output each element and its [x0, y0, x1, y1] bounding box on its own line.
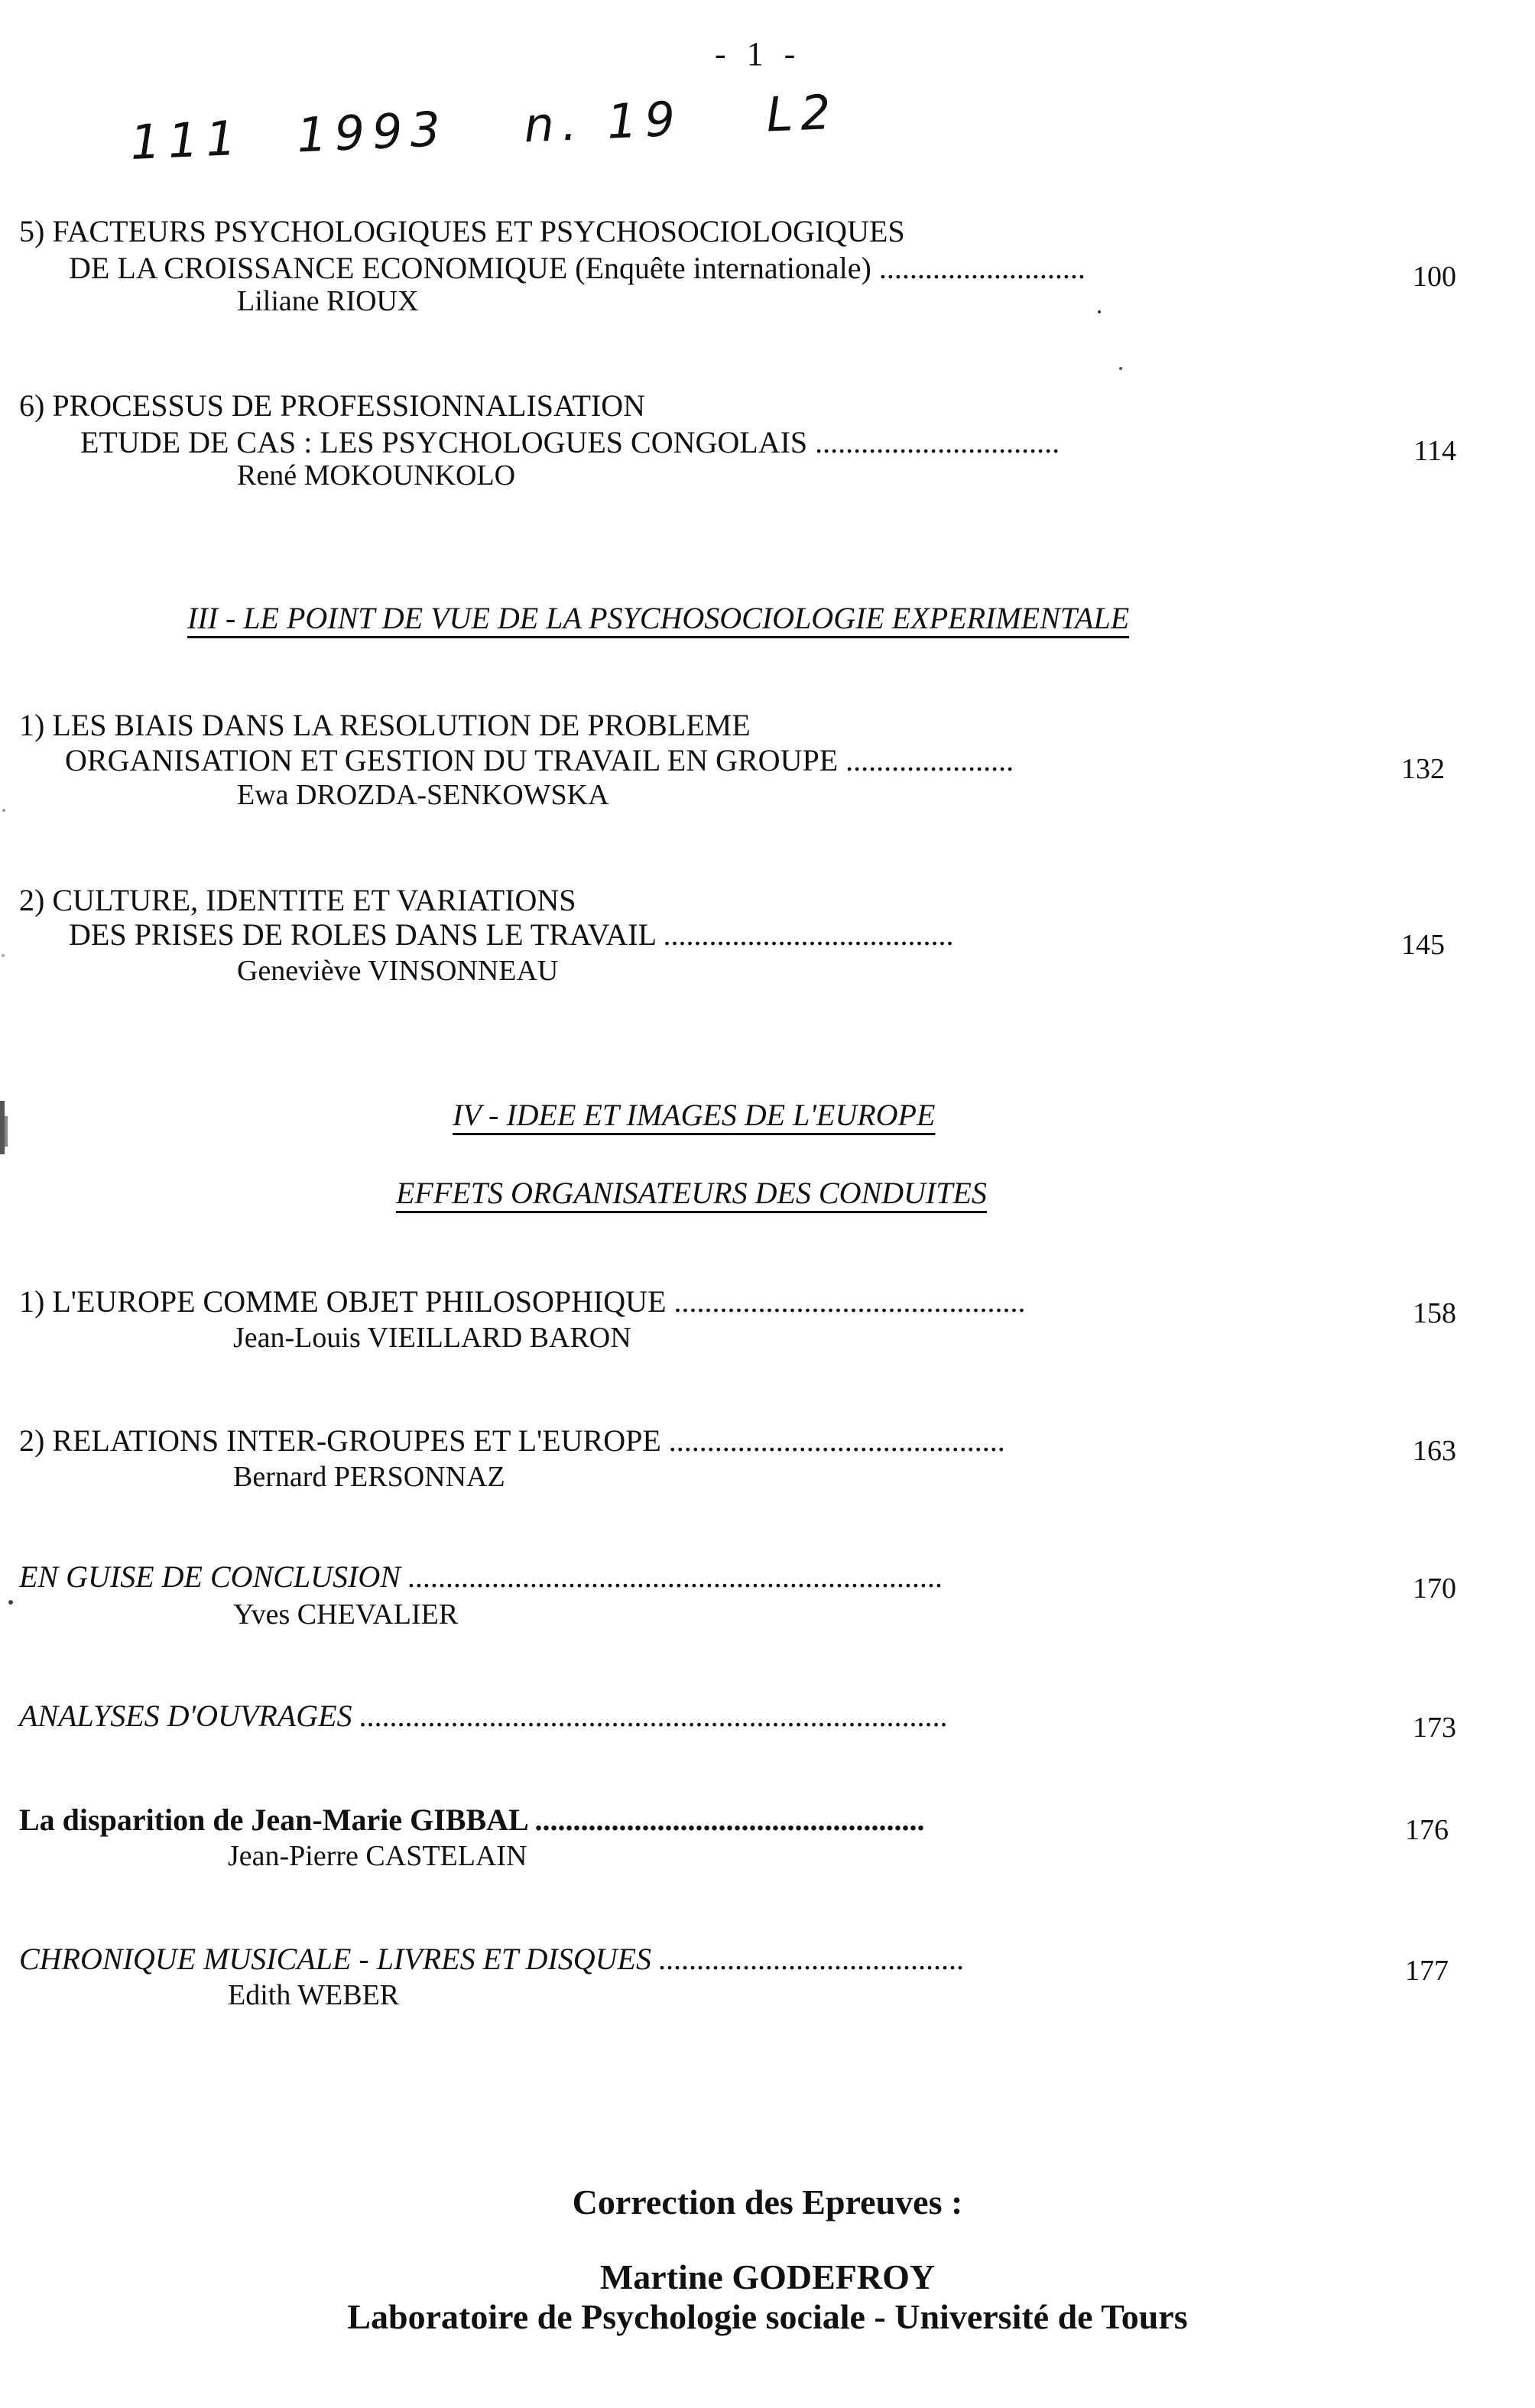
toc-entry-title: EN GUISE DE CONCLUSION ...................................................................... — [19, 1559, 943, 1594]
toc-entry-title: ETUDE DE CAS : LES PSYCHOLOGUES CONGOLAIS ................................ — [80, 425, 1060, 459]
toc-entry-title: 6) PROCESSUS DE PROFESSIONNALISATION — [19, 388, 646, 423]
section-heading: III - LE POINT DE VUE DE LA PSYCHOSOCIOLOGIE EXPERIMENTALE — [187, 601, 1130, 635]
toc-entry-title: La disparition de Jean-Marie GIBBAL ................................................... — [19, 1803, 925, 1837]
page-number: - 1 - — [715, 35, 802, 73]
toc-entry-author: Yves CHEVALIER — [233, 1598, 459, 1631]
toc-entry-title: DE LA CROISSANCE ECONOMIQUE (Enquête internationale) ........................... — [69, 251, 1086, 285]
toc-entry-title: 1) L'EUROPE COMME OBJET PHILOSOPHIQUE .............................................. — [19, 1284, 1026, 1319]
footer-label: Correction des Epreuves : — [572, 2182, 963, 2221]
toc-entry-author: Ewa DROZDA-SENKOWSKA — [237, 779, 609, 811]
handwritten-part: 1993 — [295, 100, 449, 164]
toc-entry-page: 114 — [1413, 435, 1456, 467]
toc-entry-page: 170 — [1413, 1572, 1456, 1605]
toc-entry-page: 132 — [1401, 753, 1445, 785]
toc-entry-title: 1) LES BIAIS DANS LA RESOLUTION DE PROBLEME — [19, 708, 751, 742]
section-subheading: EFFETS ORGANISATEURS DES CONDUITES — [396, 1176, 987, 1210]
toc-entry-title: ORGANISATION ET GESTION DU TRAVAIL EN GROUPE ...................... — [65, 743, 1014, 777]
footer-affiliation: Laboratoire de Psychologie sociale - Université de Tours — [347, 2297, 1188, 2336]
toc-entry-page: 177 — [1405, 1955, 1449, 1987]
toc-entry-author: Liliane RIOUX — [237, 285, 419, 317]
toc-entry-author: Bernard PERSONNAZ — [233, 1461, 505, 1493]
toc-entry-page: 176 — [1405, 1814, 1449, 1846]
toc-entry-title: 5) FACTEURS PSYCHOLOGIQUES ET PSYCHOSOCIOLOGIQUES — [19, 214, 905, 248]
toc-entry-author: Edith WEBER — [228, 1979, 400, 2011]
section-heading: IV - IDEE ET IMAGES DE L'EUROPE — [453, 1098, 936, 1132]
toc-entry-title: 2) RELATIONS INTER-GROUPES ET L'EUROPE ............................................ — [19, 1423, 1005, 1458]
toc-entry-title: CHRONIQUE MUSICALE - LIVRES ET DISQUES ........................................ — [19, 1942, 965, 1976]
toc-entry-author: René MOKOUNKOLO — [237, 459, 516, 492]
footer-name: Martine GODEFROY — [599, 2257, 936, 2296]
toc-entry-title: DES PRISES DE ROLES DANS LE TRAVAIL ...................................... — [69, 917, 954, 952]
toc-entry-page: 163 — [1413, 1435, 1456, 1467]
handwritten-part: n. 19 — [522, 90, 684, 154]
toc-entry-author: Jean-Louis VIEILLARD BARON — [233, 1322, 631, 1354]
toc-entry-page: 173 — [1413, 1712, 1456, 1744]
toc-entry-page: 158 — [1413, 1297, 1456, 1329]
toc-entry-page: 145 — [1401, 929, 1445, 961]
toc-entry-title: 2) CULTURE, IDENTITE ET VARIATIONS — [19, 883, 576, 917]
toc-entry-author: Jean-Pierre CASTELAIN — [228, 1840, 527, 1872]
handwritten-part: L2 — [764, 83, 840, 143]
handwritten-part: 111 — [128, 109, 245, 170]
toc-entry-title: ANALYSES D'OUVRAGES ............................................................................. — [19, 1699, 949, 1733]
toc-entry-page: 100 — [1413, 261, 1456, 293]
toc-entry-author: Geneviève VINSONNEAU — [237, 955, 559, 987]
